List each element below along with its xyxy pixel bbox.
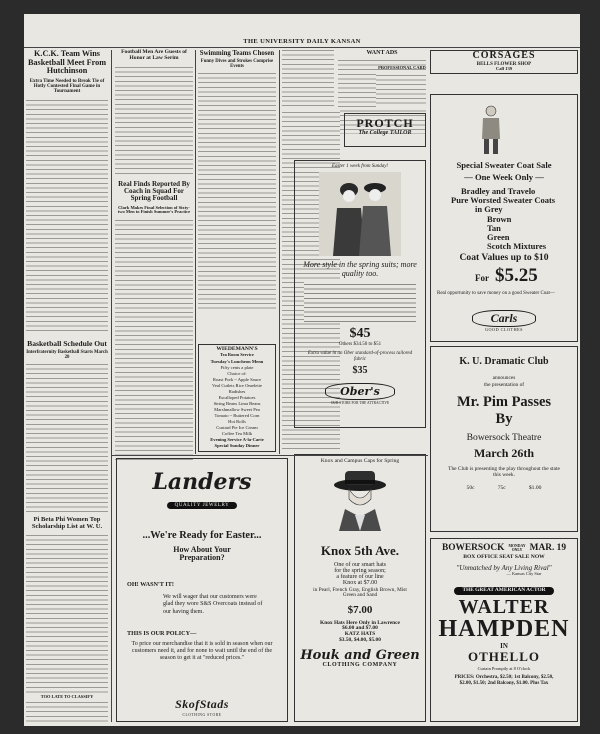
skofstads-body: We will wager that our customers were glad they wore S&S Overcoats instead of our having them. — [163, 593, 263, 615]
ober-note: OUR STORE FOR THE ATTRACTIVE — [330, 401, 390, 405]
subhead-swimming: Funny Dives and Strokes Comprise Events — [200, 59, 274, 70]
how-about-prep: How About Your Preparation? — [173, 544, 231, 563]
column-rule-3 — [279, 50, 280, 454]
ober-suits-ad — [294, 160, 426, 428]
too-late-label: TOO LATE TO CLASSIFY — [40, 694, 94, 700]
ready-for-easter: ...We're Ready for Easter... — [142, 530, 262, 541]
knox-here: Knox Hats Here Only in Lawrence — [320, 619, 400, 626]
headline-kck: K.C.K. Team Wins Basketball Meet From Hutchinson — [27, 49, 107, 76]
price-45-note: Others $34.50 to $51 — [338, 342, 382, 347]
othello-prices-1: PRICES: Orchestra, $2.50; 1st Balcony, $2.50, — [454, 675, 554, 681]
professional-card-text — [376, 73, 426, 107]
extra-value-note: Extra value in an Ober standard-of-process tailored fabric — [307, 351, 413, 362]
ticket-prices — [455, 485, 553, 491]
coat-color-item: Scotch Mixtures — [487, 241, 547, 252]
play-title-2: By — [495, 411, 513, 428]
corsages-ad — [430, 50, 578, 74]
coat-color-item: Green — [487, 232, 510, 243]
actor-first-name: WALTER — [458, 595, 550, 618]
column-rule-2 — [195, 50, 196, 454]
column-football — [115, 48, 193, 488]
classified-small — [26, 700, 108, 724]
great-actor-label — [431, 579, 577, 596]
menu-item: String Beans Lima Beans — [213, 401, 261, 407]
katz-hats: KATZ HATS — [344, 630, 376, 637]
houk-green-logo-text: Houk and Green — [300, 648, 420, 664]
coat-color-item: Tan — [487, 222, 501, 233]
price-45: $45 — [349, 326, 371, 341]
othello-ad — [430, 538, 578, 722]
bowersock-row — [431, 543, 577, 553]
menu-list — [201, 359, 273, 449]
menu-item: Coffee Tea Milk — [221, 431, 253, 437]
knox-sub2: for the spring season; — [334, 567, 386, 574]
skofstads-logo — [117, 695, 287, 717]
headline-pi-beta-phi: Pi Beta Phi Women Top Scholarship List at W. U. — [31, 515, 103, 530]
landers-skofstads-ad — [116, 458, 288, 722]
want-ads-header: WANT ADS — [366, 50, 398, 56]
coat-title: Special Sweater Coat Sale — [456, 160, 552, 170]
article-real-finds — [115, 218, 193, 464]
knox-colors: in Pearl, French Gray, English Brown, Mist Green and Sand — [313, 586, 407, 599]
coat-colors-list — [431, 187, 577, 251]
houk-green-logo — [295, 649, 425, 668]
protch-ad — [344, 113, 426, 147]
knox-top-line: Knox and Campus Caps for Spring — [320, 458, 400, 464]
subhead-real-finds: Clark Makes Final Selection of Sixty-two Men to Finish Summer's Practice — [117, 204, 191, 215]
houk-green-logo-sub: CLOTHING COMPANY — [322, 662, 398, 669]
landers-logo — [117, 471, 287, 511]
wiedemann-title: WIEDEMANN'S — [216, 346, 258, 352]
dramatic-presentation: the presentation of — [483, 382, 525, 389]
box-office-line: BOX OFFICE SEAT SALE NOW — [463, 554, 545, 560]
sweater-man-illustration — [479, 105, 503, 160]
coat-for-label: For — [475, 273, 489, 283]
corsages-shop: BELLS FLOWER SHOP — [476, 61, 532, 67]
masthead: THE UNIVERSITY DAILY KANSAN — [243, 38, 361, 45]
bowersock-when-top: MONDAY — [508, 544, 526, 548]
actor-last-name: HAMPDEN — [438, 615, 570, 642]
ober-body-text — [304, 282, 416, 322]
coat-color-item: Pure Worsted Sweater Coats — [451, 195, 556, 206]
carls-logo-sub: GOOD CLOTHES — [485, 327, 523, 332]
knox-feature: a feature of our line — [336, 574, 384, 581]
coat-note: Real opportunity to save money on a good Sweater Coat— — [437, 291, 555, 296]
column-sports — [26, 48, 108, 724]
knox-sub1: One of our smart hats — [334, 561, 386, 568]
coat-price: $5.25 — [495, 265, 538, 286]
menu-item: Marshmallow Sweet Pea — [214, 407, 260, 413]
menu-item: Fifty cents a plate — [220, 365, 254, 371]
subhead-schedule: Interfraternity Basketball Starts March 20 — [26, 349, 108, 360]
professional-card-header: PROFESSIONAL CARD — [378, 65, 426, 70]
menu-item: Custard Pie Ice Cream — [216, 425, 258, 431]
wiedemann-menu-ad — [198, 344, 276, 452]
horizontal-rule-mid — [112, 455, 428, 456]
ober-logo — [298, 382, 422, 405]
policy-body: To price our merchandise that it is sold in season when our customers need it, and for none to wait until the end of the season to get it at "reduced prices." — [131, 640, 273, 662]
curtain-note: Curtain Promptly at 8 O'clock — [477, 665, 531, 671]
headline-swimming: Swimming Teams Chosen — [199, 50, 275, 57]
headline-basketball-schedule: Basketball Schedule Out — [27, 338, 107, 348]
carls-logo-text: Carls — [472, 310, 537, 327]
menu-item: Veal Cutlets Rice Omelette — [212, 383, 262, 389]
sweater-coat-ad — [430, 94, 578, 342]
style-line: More style in the spring suits; more quality too. — [303, 260, 417, 278]
play-date: March 26th — [473, 446, 535, 461]
knox-hats-ad — [294, 454, 426, 722]
policy-head: THIS IS OUR POLICY— — [127, 629, 197, 637]
bowersock-when-bottom: ONLY — [511, 548, 523, 552]
bowersock-title: BOWERSOCK — [441, 543, 505, 553]
dramatic-club-ad — [430, 346, 578, 532]
play-title-1: Mr. Pim Passes — [456, 393, 552, 410]
easter-tag: Easter 1 week from Sunday! — [331, 164, 389, 169]
article-kck — [26, 98, 108, 334]
menu-item: Special Sunday Dinner — [214, 443, 260, 449]
coat-values: Coat Values up to $10 — [459, 252, 549, 263]
katz-range: $3.50, $4.00, $5.00 — [339, 636, 381, 643]
coat-color-item: Brown — [487, 213, 512, 224]
bowersock-date: MAR. 19 — [529, 543, 567, 553]
menu-item: Roast Pork ~ Apple Sauce — [212, 377, 262, 383]
coat-subtitle: — One Week Only — — [464, 172, 544, 182]
menu-item: Radishes — [228, 389, 246, 395]
landers-logo-text: Landers — [152, 469, 252, 495]
menu-item: Tomato ~ Buttered Corn — [214, 413, 260, 419]
bowersock-when — [508, 544, 525, 552]
headline-real-finds: Real Finds Reported By Coach in Squad For Spring Football — [118, 179, 190, 203]
ticket-price: 75c — [497, 484, 506, 491]
menu-item: Tuesday's Luncheon Menu — [210, 359, 264, 365]
corsages-call: Call 139 — [495, 65, 513, 71]
ticket-price: 50c — [466, 484, 475, 491]
knox-headline: Knox 5th Ave. — [320, 542, 400, 558]
rival-tagline: "Unmatched by Any Living Rival" — [456, 563, 552, 572]
dramatic-club-title: K. U. Dramatic Club — [459, 356, 549, 367]
column-rule-1 — [111, 50, 112, 722]
article-pi-beta-phi — [26, 533, 108, 693]
corsages-title: CORSAGES — [472, 50, 536, 61]
article-swimming — [198, 71, 276, 309]
couple-illustration — [319, 172, 401, 256]
skofstads-logo-text: SkofStads — [175, 697, 229, 711]
ticket-price: $1.00 — [528, 484, 542, 491]
landers-logo-sub: QUALITY JEWELRY — [167, 502, 238, 509]
othello-prices-2: $2.00, $1.50; 2nd Balcony, $1.00. Plus Tax — [459, 681, 549, 687]
carls-logo — [431, 309, 577, 332]
menu-item: Evening Service A-la-Carte — [210, 437, 264, 443]
skofstads-oh: OH! WASN'T IT! — [127, 580, 174, 588]
protch-name: PROTCH — [356, 116, 414, 130]
subhead-kck: Extra Time Needed to Break Tie of Hotly Contested Final Game in Tournament — [29, 78, 105, 95]
price-35: $35 — [352, 365, 368, 376]
ober-logo-text: Ober's — [325, 383, 395, 400]
othello-title: OTHELLO — [467, 648, 541, 664]
headline-football-guests: Football Men Are Guests of Honor at Law Serim — [121, 49, 187, 61]
menu-item: Choice of: — [227, 371, 247, 377]
in-label: IN — [500, 641, 508, 650]
great-actor-banner: THE GREAT AMERICAN ACTOR — [454, 587, 553, 595]
menu-item: Escalloped Potatoes — [218, 395, 256, 401]
dramatic-announces: announces — [492, 374, 516, 381]
dramatic-note: The Club is presenting the play throughout the state this week. — [448, 465, 560, 479]
coat-color-item: in Grey — [475, 204, 503, 215]
coat-color-item: Bradley and Travelo — [461, 186, 536, 196]
newspaper-page — [24, 14, 580, 726]
article-schedule — [26, 362, 108, 512]
knox-at: Knox at $7.00 — [342, 580, 378, 587]
menu-item: Hot Rolls — [228, 419, 246, 425]
protch-sub: The College TAILOR — [358, 129, 412, 136]
theatre-name: Bowersock Theatre — [466, 432, 542, 444]
knox-range: $6.00 and $7.00 — [342, 625, 378, 632]
skofstads-logo-sub: CLOTHING STORE — [182, 713, 222, 717]
hat-man-illustration — [331, 469, 389, 536]
rival-source: — Kansas City Star — [506, 571, 542, 577]
wiedemann-sub: Tea Room Service — [220, 351, 254, 357]
knox-price: $7.00 — [347, 604, 373, 617]
article-football-guests — [115, 65, 193, 177]
